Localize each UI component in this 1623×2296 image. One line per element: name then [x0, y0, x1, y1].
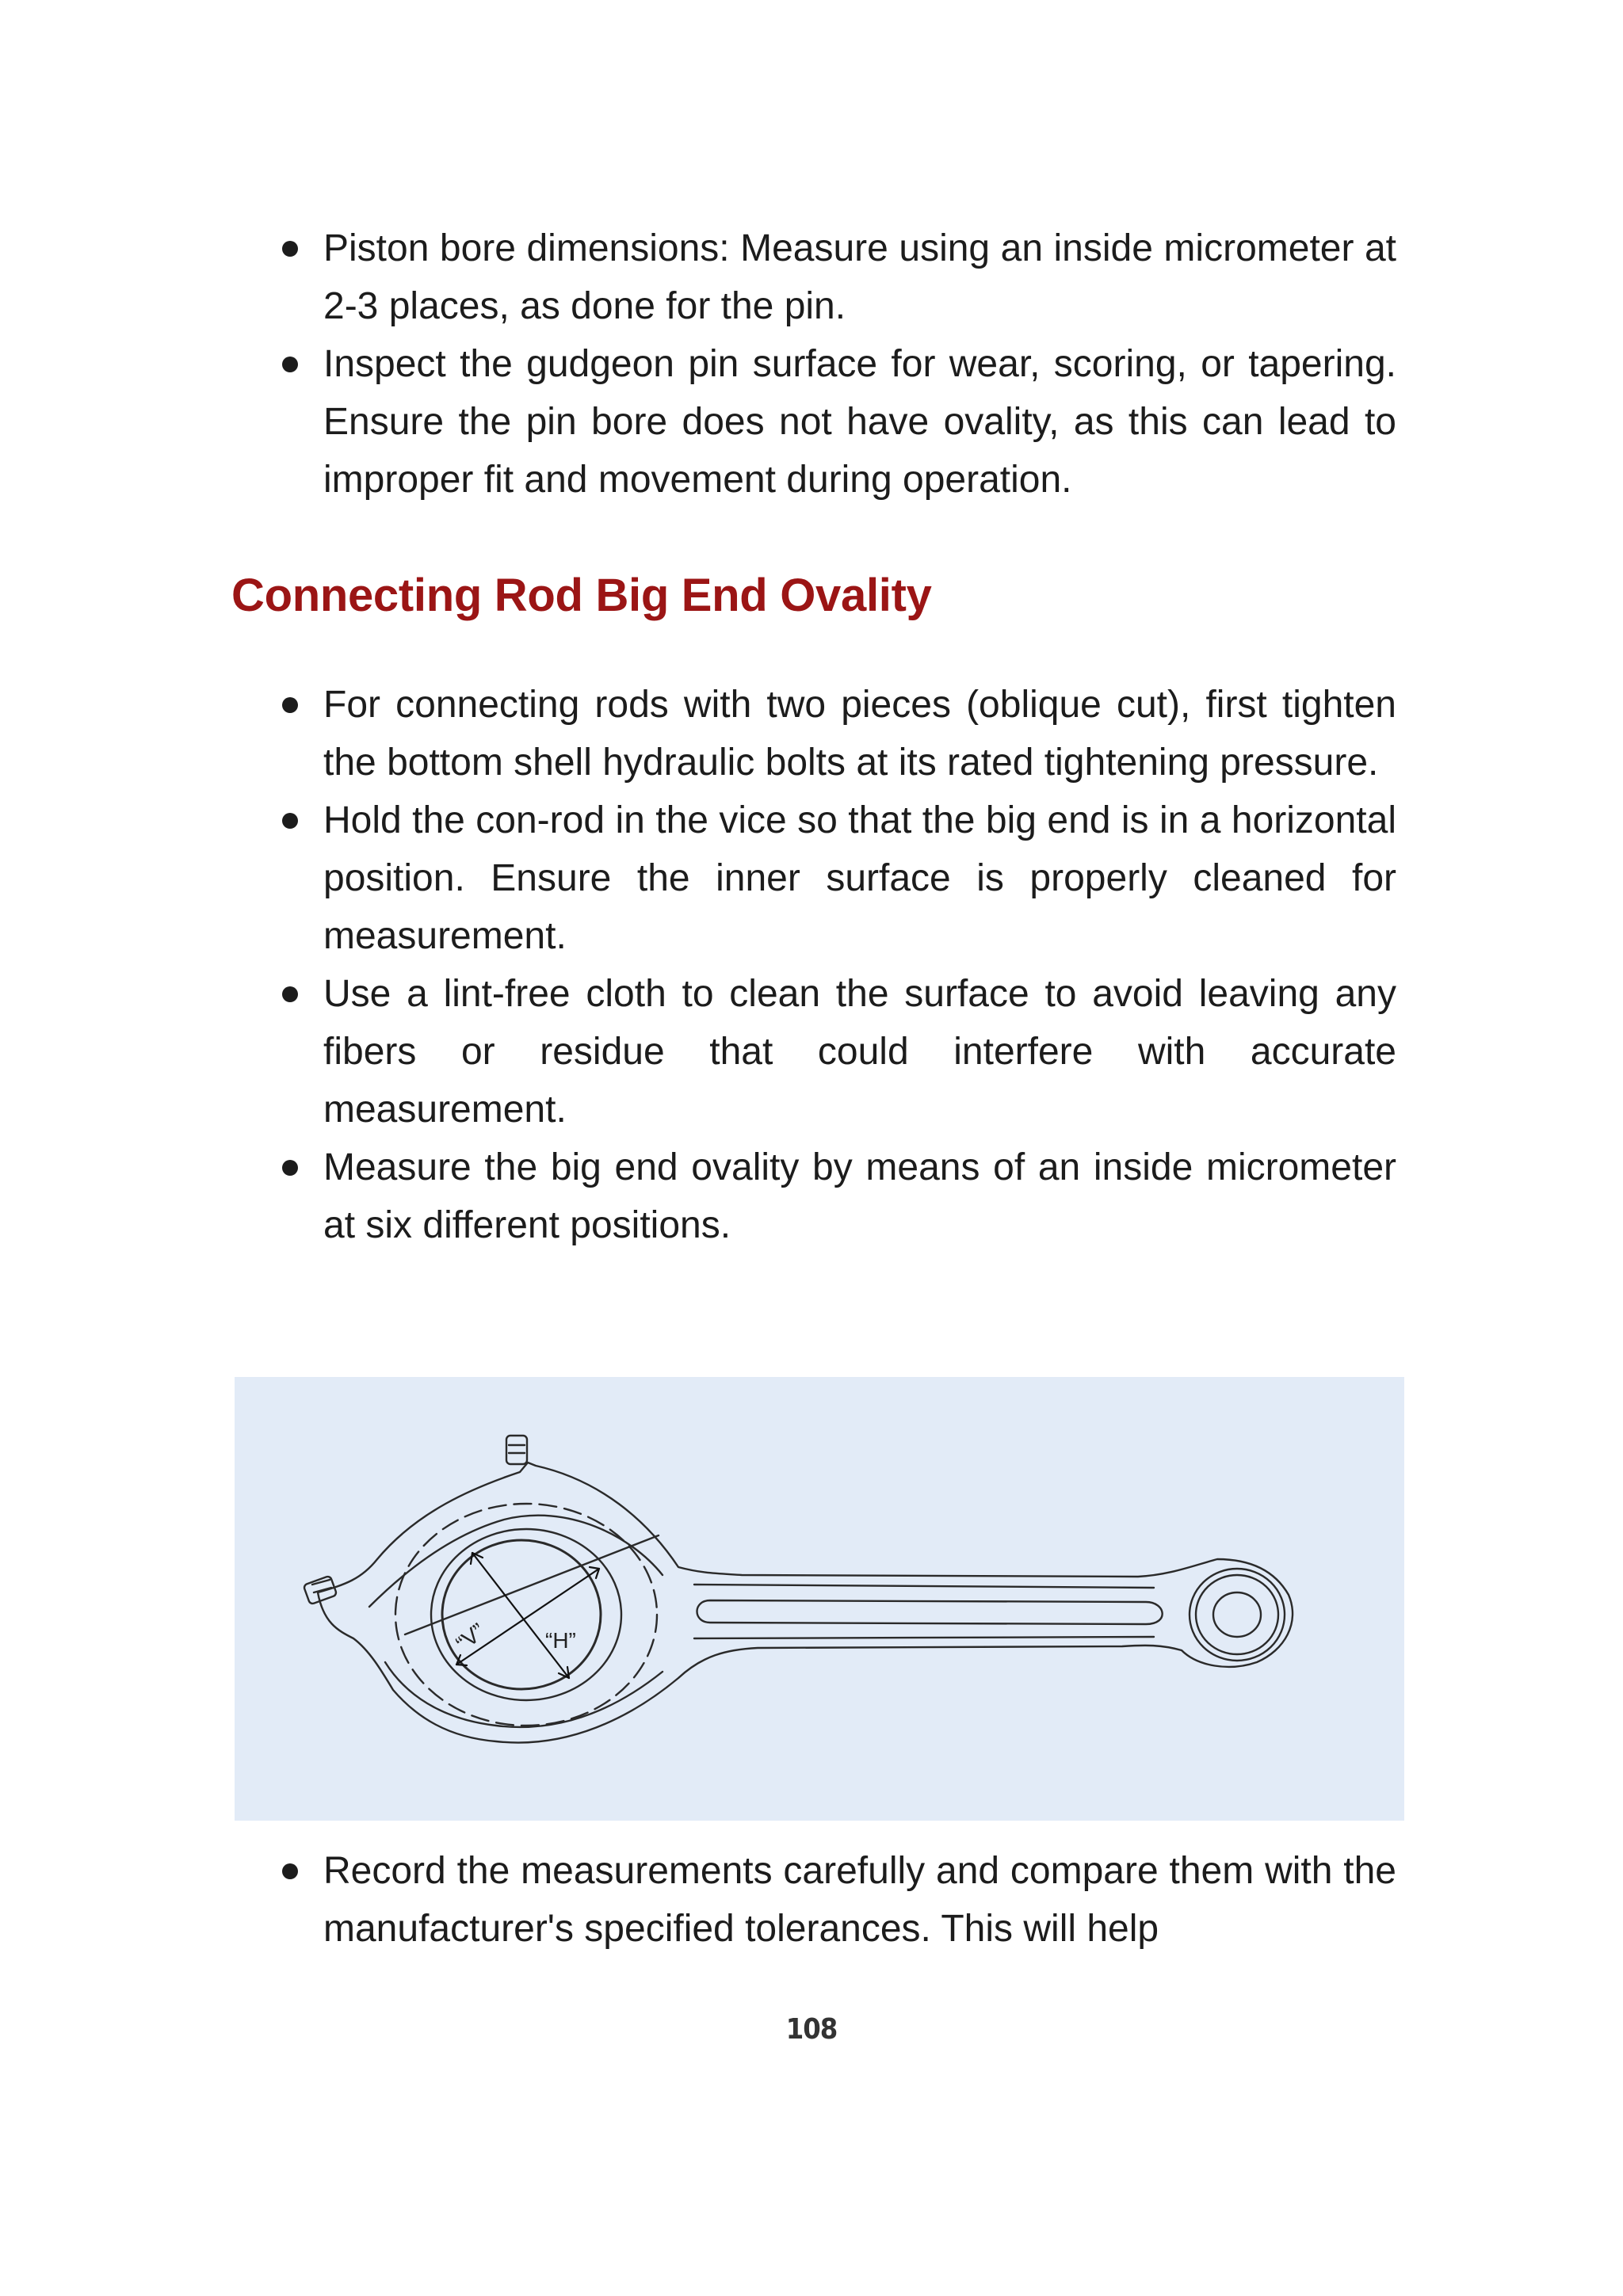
small-end-outer	[1190, 1569, 1285, 1661]
bullet-icon	[282, 986, 298, 1002]
list-item-text: Inspect the gudgeon pin surface for wear, scoring, or tapering. Ensure the pin bore does not have ovality, as this can lead to improper fit and movement during operation.	[323, 343, 1396, 501]
connecting-rod-diagram	[235, 1377, 1404, 1821]
bolt-head-left	[304, 1576, 338, 1605]
bullet-list-ovality	[282, 676, 1396, 1254]
list-item-text: Use a lint-free cloth to clean the surface to avoid leaving any fibers or residue that could interfere with accurate measurement.	[323, 973, 1396, 1131]
bullet-list-record	[282, 1842, 1396, 1958]
bullet-icon	[282, 1160, 298, 1176]
bullet-icon	[282, 1863, 298, 1879]
list-item-text: Measure the big end ovality by means of an inside micrometer at six different positions.	[323, 1146, 1396, 1246]
shank-rib-top	[694, 1585, 1154, 1588]
label-h: “H”	[545, 1628, 576, 1653]
bullet-list-piston	[282, 219, 1396, 509]
page-number: 108	[785, 2013, 838, 2046]
shank-rib-bottom	[694, 1637, 1154, 1638]
list-item-text: For connecting rods with two pieces (oblique cut), first tighten the bottom shell hydraulic bolts at its rated tightening pressure.	[323, 684, 1396, 784]
bullet-icon	[282, 697, 298, 713]
list-item	[282, 1842, 1396, 1958]
small-end-ring	[1196, 1575, 1278, 1654]
list-item-text: Hold the con-rod in the vice so that the big end is in a horizontal position. Ensure the inner surface is properly cleaned for measurement.	[323, 799, 1396, 957]
section-heading: Connecting Rod Big End Ovality	[231, 570, 932, 621]
list-item-text: Record the measurements carefully and compare them with the manufacturer's specified tolerances. This will help	[323, 1850, 1396, 1950]
list-item	[282, 791, 1396, 965]
bullet-icon	[282, 241, 298, 257]
shank-slot	[697, 1600, 1163, 1624]
bullet-icon	[282, 357, 298, 372]
small-end-bore	[1213, 1592, 1261, 1637]
list-item	[282, 676, 1396, 791]
list-item	[282, 219, 1396, 335]
list-item-text: Piston bore dimensions: Measure using an inside micrometer at 2-3 places, as done for the pin.	[323, 227, 1396, 327]
big-end-bore	[442, 1540, 601, 1689]
list-item	[282, 335, 1396, 509]
bolt-head-top	[506, 1436, 527, 1464]
big-end-boss	[431, 1529, 621, 1700]
label-v: “V”	[451, 1618, 490, 1657]
big-end-inner-outline	[369, 1516, 663, 1727]
list-item	[282, 965, 1396, 1138]
list-item	[282, 1138, 1396, 1254]
bullet-icon	[282, 813, 298, 829]
connecting-rod-figure	[235, 1377, 1404, 1821]
measurement-arrows	[456, 1553, 599, 1678]
